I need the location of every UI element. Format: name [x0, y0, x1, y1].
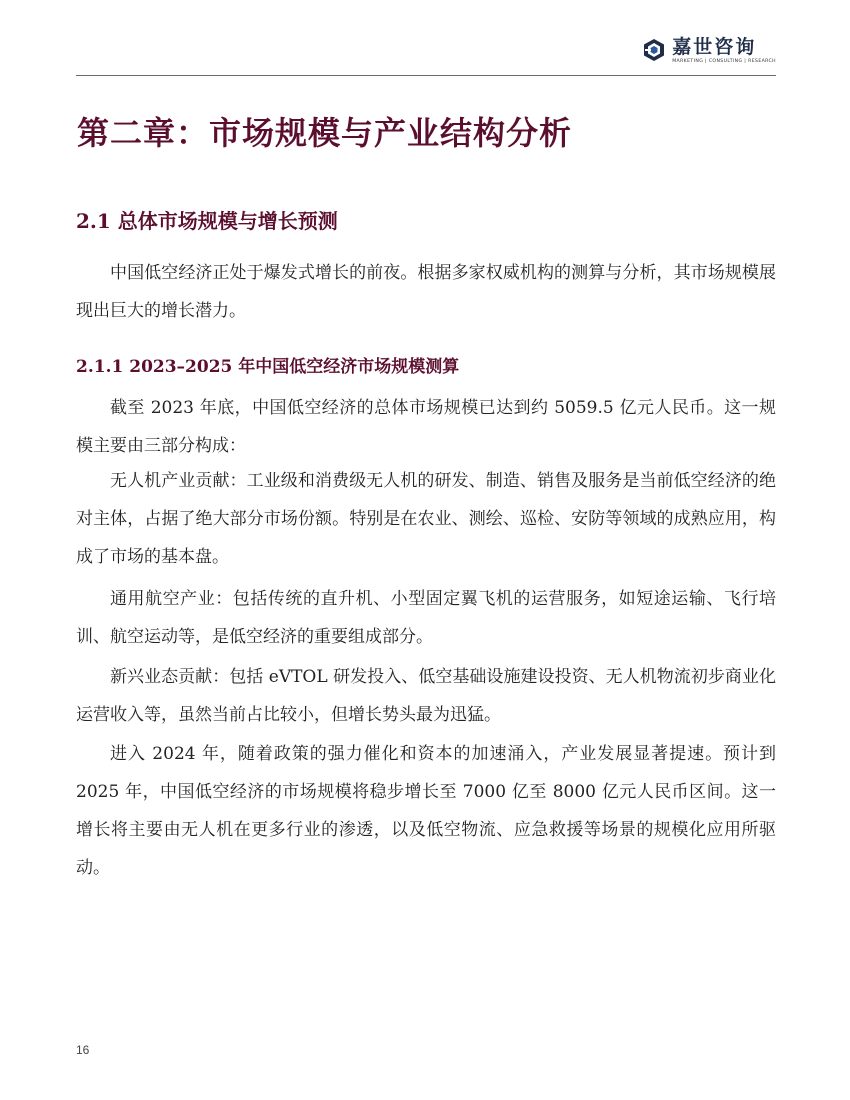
brand-tagline: MARKETING | CONSULTING | RESEARCH: [672, 59, 776, 64]
jiashi-logo-icon: [642, 38, 666, 62]
page-header: [76, 30, 776, 76]
page-number: 16: [76, 1043, 90, 1057]
paragraph-drone-industry: 无人机产业贡献：工业级和消费级无人机的研发、制造、销售及服务是当前低空经济的绝对主体，占据了绝大部分市场份额。特别是在农业、测绘、巡检、安防等领域的成熟应用，构成了市场的基本盘。: [76, 471, 776, 567]
section-title: 2.1 总体市场规模与增长预测: [76, 209, 338, 233]
chapter-title: 第二章：市场规模与产业结构分析: [77, 114, 573, 152]
brand-logo: [642, 36, 776, 65]
subsection-title: 2.1.1 2023–2025 年中国低空经济市场规模测算: [76, 357, 460, 377]
paragraph-2025-forecast: 进入 2024 年，随着政策的强力催化和资本的加速涌入，产业发展显著提速。预计到 2025 年，中国低空经济的市场规模将稳步增长至 7000 亿至 8000 亿元人民币区间。这一增长将主要由无人机在更多行业的渗透，以及低空物流、应急救援等场景的规模化应用所驱动。: [76, 744, 776, 878]
paragraph-intro: 中国低空经济正处于爆发式增长的前夜。根据多家权威机构的测算与分析，其市场规模展现出巨大的增长潜力。: [76, 263, 776, 321]
paragraph-market-size-2023: 截至 2023 年底，中国低空经济的总体市场规模已达到约 5059.5 亿元人民币。这一规模主要由三部分构成：: [76, 398, 776, 456]
paragraph-general-aviation: 通用航空产业：包括传统的直升机、小型固定翼飞机的运营服务，如短途运输、飞行培训、航空运动等，是低空经济的重要组成部分。: [76, 589, 776, 647]
paragraph-emerging-sectors: 新兴业态贡献：包括 eVTOL 研发投入、低空基础设施建设投资、无人机物流初步商业化运营收入等，虽然当前占比较小，但增长势头最为迅猛。: [76, 667, 776, 725]
brand-text: [672, 36, 776, 65]
header-divider: [76, 75, 776, 76]
brand-name: 嘉世咨询: [672, 36, 757, 58]
